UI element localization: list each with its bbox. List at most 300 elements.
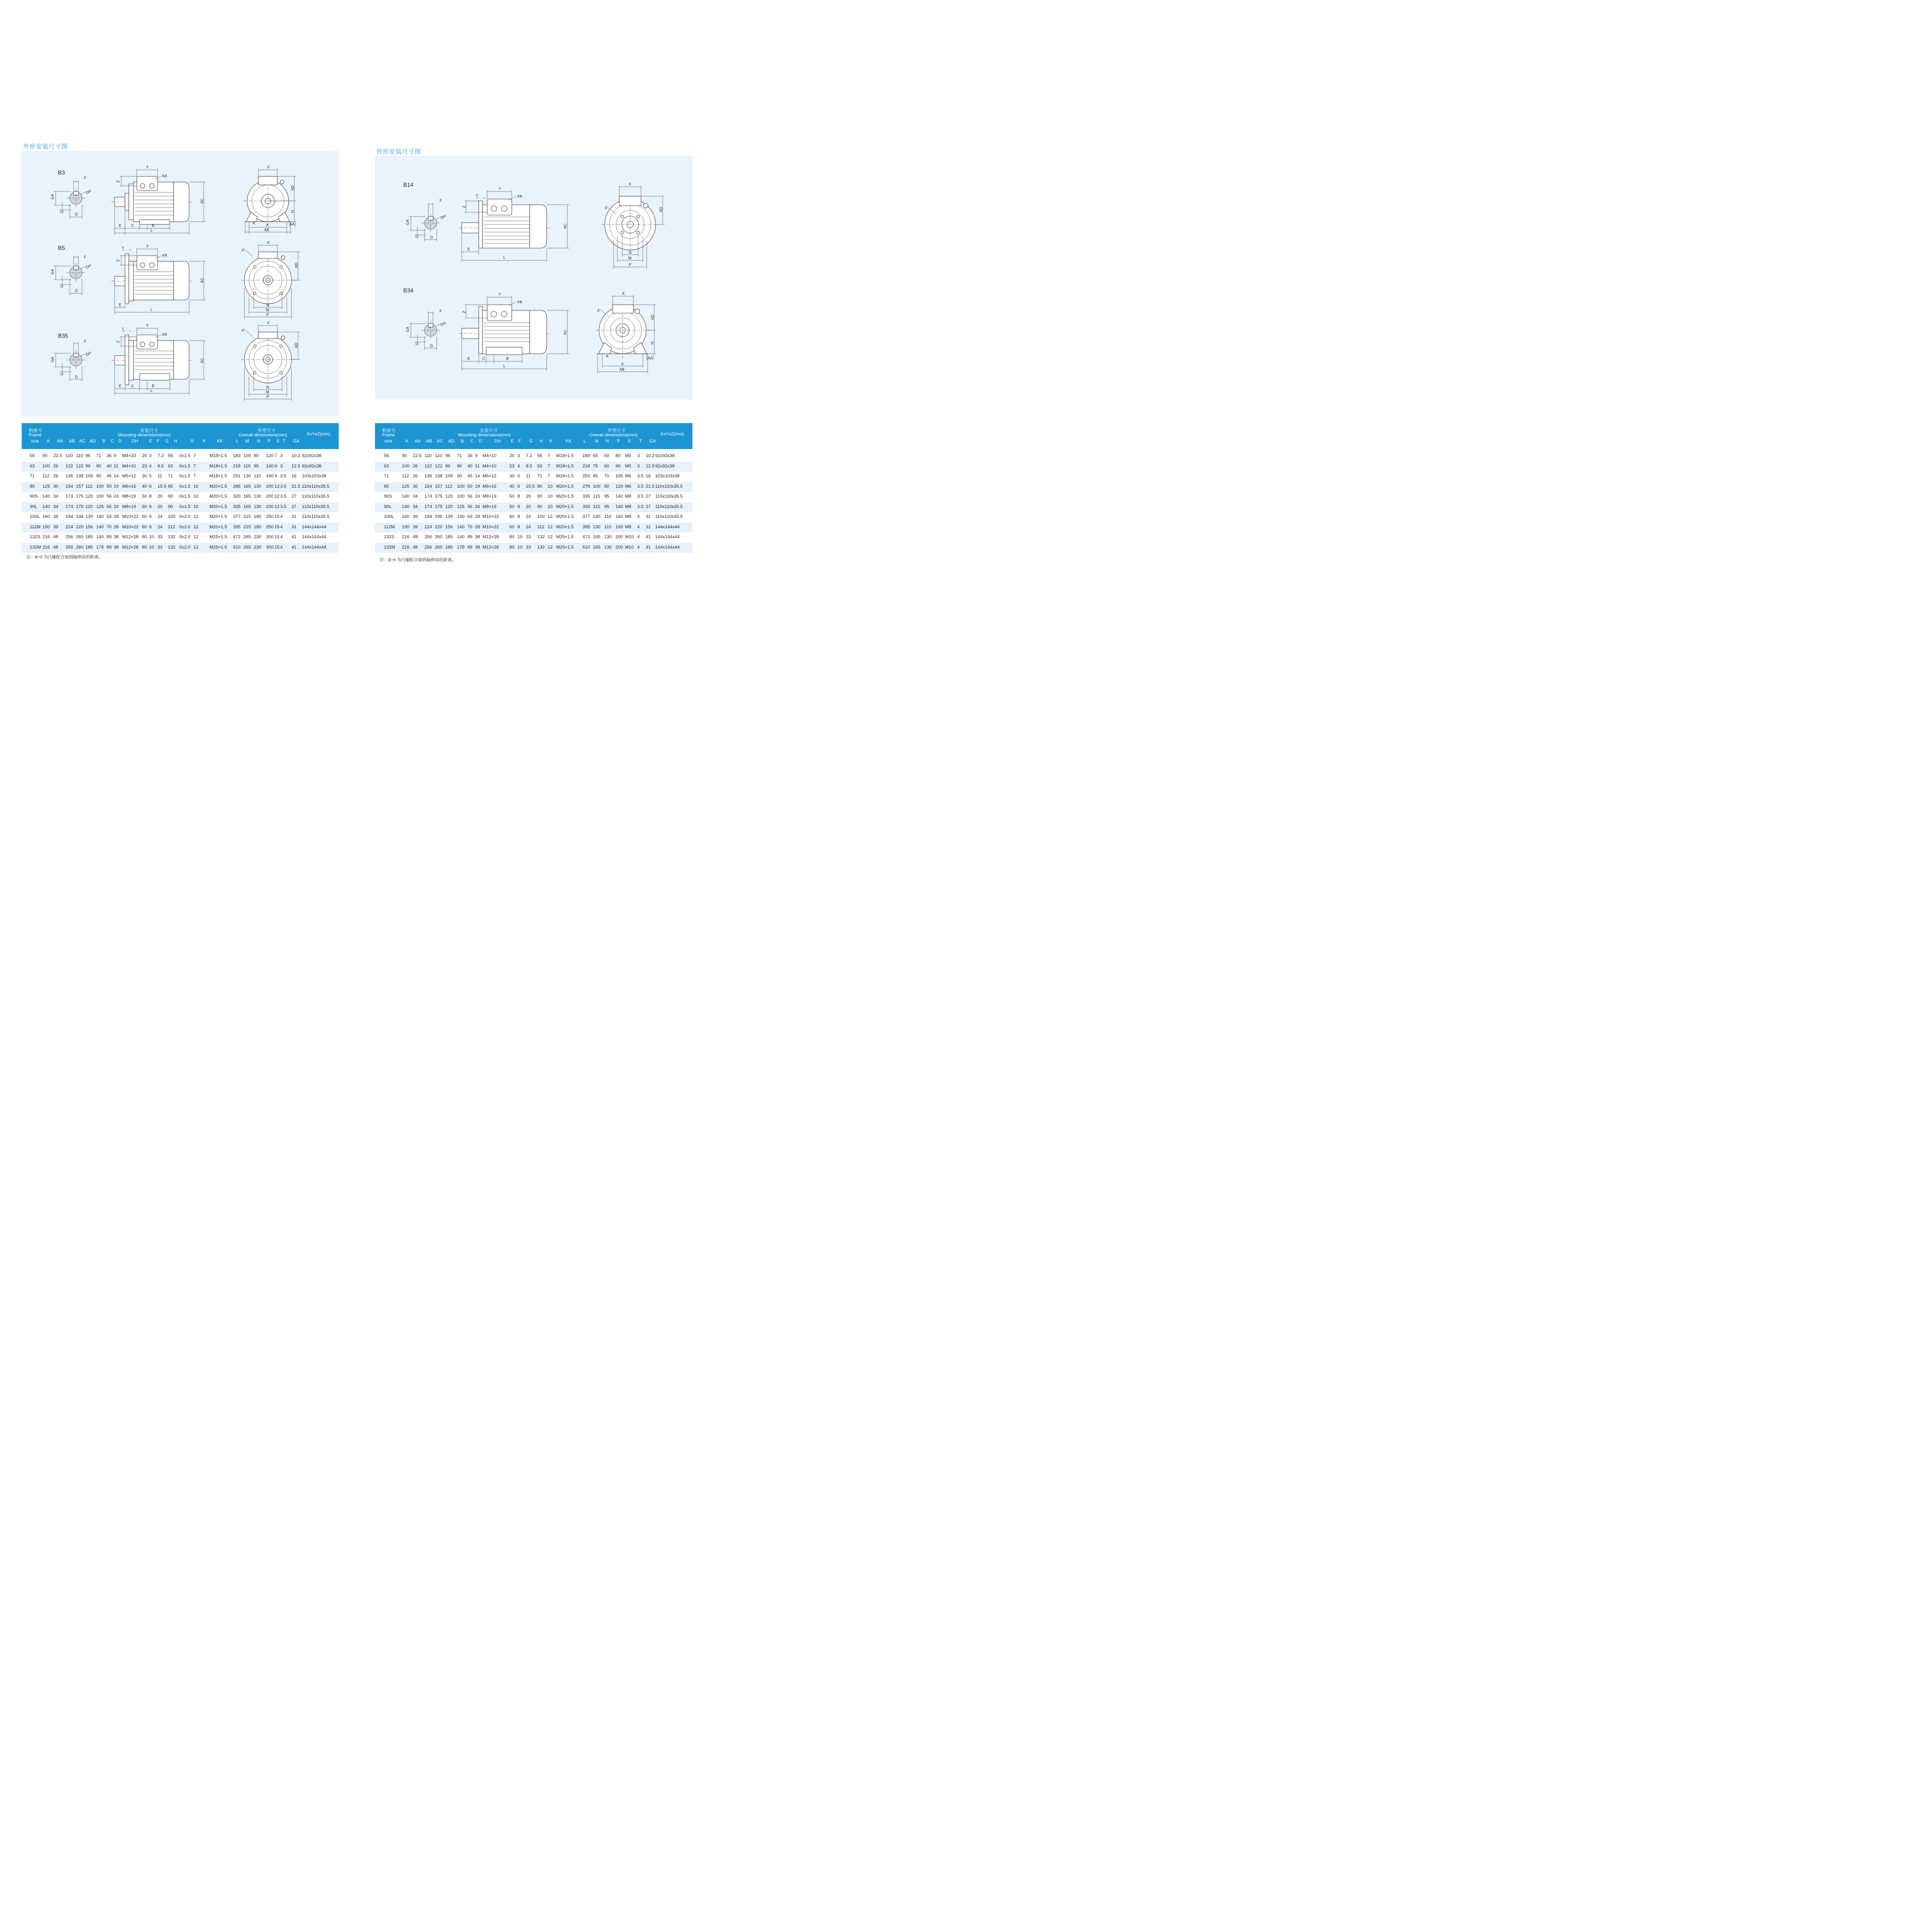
- dim-g: G: [60, 284, 64, 288]
- table-cell: 4: [280, 544, 283, 550]
- table-cell: 8.5: [526, 463, 533, 469]
- table-cell: 7: [193, 453, 196, 458]
- table-cell: 112: [537, 524, 545, 530]
- table-cell: 0±1.5: [179, 463, 191, 469]
- dim-k: K: [253, 221, 256, 225]
- table-cell: 216: [42, 544, 50, 550]
- table-cell: 40: [142, 483, 147, 489]
- table-cell: 4: [637, 544, 640, 550]
- table-cell: 12.5: [646, 463, 655, 469]
- view-label: B14: [403, 182, 414, 188]
- column-header: DH: [494, 439, 501, 444]
- table-cell: 71: [168, 474, 173, 479]
- cell-frame-size: 132M: [384, 544, 395, 550]
- dim-aa: AA: [648, 356, 653, 360]
- table-cell: 510: [233, 544, 241, 550]
- table-cell: 3.5: [637, 494, 644, 499]
- table-cell: 216: [42, 534, 50, 540]
- dim-c: C: [483, 357, 485, 361]
- table-cell: 335: [583, 494, 590, 499]
- table-cell: 110: [254, 474, 261, 479]
- dim-dh: DH: [440, 321, 447, 327]
- dim-ad: AD: [291, 185, 295, 191]
- table-cell: 377: [583, 514, 590, 519]
- column-header: AB: [69, 439, 75, 444]
- dim-l: L: [503, 364, 506, 368]
- table-cell: 160: [402, 514, 409, 519]
- table-cell: 80: [604, 483, 609, 489]
- dim-ac: AC: [200, 358, 204, 363]
- cell-frame-size: 90S: [30, 494, 38, 499]
- table-cell: 0±1.5: [179, 504, 191, 509]
- header-overall-cn: 外型尺寸: [258, 428, 276, 433]
- dim-l: L: [150, 389, 153, 393]
- table-cell: 8: [517, 504, 520, 509]
- table-cell: 132: [168, 534, 175, 540]
- table-cell: 100: [457, 494, 465, 499]
- dim-c: C: [131, 384, 134, 388]
- terminal-box: [258, 176, 277, 185]
- header-frame-cn: 机座号: [29, 428, 42, 433]
- table-cell: M6: [625, 474, 632, 479]
- table-cell: 100: [593, 483, 600, 489]
- table-cell: 56: [537, 453, 542, 458]
- table-cell: 28: [114, 524, 119, 530]
- header-overall-cn: 外型尺寸: [608, 428, 626, 433]
- table-cell: 120: [616, 483, 623, 489]
- dim-g: G: [415, 235, 419, 238]
- table-cell: 157: [435, 483, 442, 489]
- table-cell: 3.5: [280, 494, 287, 499]
- table-cell: 7: [275, 453, 277, 458]
- column-header: C: [111, 439, 114, 444]
- table-cell: 136: [425, 474, 432, 479]
- view-b3: [50, 165, 296, 235]
- table-cell: M6×16: [483, 483, 497, 489]
- column-header: KK: [566, 439, 572, 444]
- column-header: AB: [426, 439, 432, 444]
- table-cell: 8: [149, 504, 152, 509]
- column-header: L: [583, 439, 586, 444]
- column-header: AA: [415, 439, 421, 444]
- table-row: [22, 482, 339, 492]
- table-cell: 112: [42, 474, 50, 479]
- table-cell: 56: [467, 494, 473, 499]
- table-cell: 10.2: [646, 453, 655, 458]
- table-row: [22, 502, 339, 513]
- section-title: 外形安装尺寸图: [376, 148, 421, 155]
- table-cell: 250: [266, 514, 274, 519]
- table-cell: M18×1.5: [209, 453, 227, 458]
- table-cell: 125: [96, 504, 104, 509]
- dim-m: M: [628, 256, 632, 260]
- dim-a: A: [621, 362, 624, 366]
- table-row: [375, 512, 692, 523]
- table-cell: M10×22: [483, 514, 499, 519]
- table-cell: 103x103x38: [302, 474, 326, 479]
- table-cell: 75: [593, 463, 598, 469]
- dim-a: A: [266, 223, 269, 227]
- table-cell: M10×22: [483, 524, 499, 530]
- table-cell: 96: [445, 453, 450, 458]
- table-cell: 110: [435, 453, 442, 458]
- flange: [125, 254, 129, 304]
- table-cell: 138: [76, 474, 83, 479]
- dim-z: Z: [116, 259, 120, 262]
- dim-d: D: [75, 375, 78, 379]
- table-cell: 12: [548, 544, 553, 550]
- table-cell: 3: [149, 453, 152, 458]
- table-cell: 165: [243, 494, 251, 499]
- table-cell: 125: [402, 483, 409, 489]
- table-cell: 9: [475, 453, 478, 458]
- table-cell: 30: [142, 474, 147, 479]
- table-cell: 200: [616, 534, 623, 540]
- header-frame-en: Frame: [29, 433, 42, 438]
- table-row: [375, 533, 692, 543]
- cell-frame-size: 132S: [30, 534, 41, 540]
- dim-s: S: [240, 328, 245, 333]
- dim-e: E: [119, 384, 122, 388]
- table-row: [375, 482, 692, 492]
- table-cell: 24: [158, 514, 163, 519]
- cell-frame-size: 90S: [384, 494, 392, 499]
- table-cell: 28: [114, 514, 119, 519]
- table-cell: 196: [76, 514, 83, 519]
- table-cell: 6: [517, 483, 520, 489]
- table-cell: 12: [275, 504, 280, 509]
- table-cell: 220: [435, 524, 442, 530]
- dimension-drawings-svg: [375, 156, 692, 400]
- table-cell: 115: [243, 463, 251, 469]
- table-cell: M25×1.5: [556, 544, 574, 550]
- table-cell: 40: [467, 463, 473, 469]
- table-row: [22, 523, 339, 533]
- front-view-b5: [241, 241, 300, 319]
- table-cell: 200: [266, 483, 274, 489]
- table-header: [22, 423, 339, 449]
- table-cell: 112: [85, 483, 93, 489]
- cell-frame-size: 63: [30, 463, 35, 469]
- table-cell: 165: [243, 504, 251, 509]
- table-cell: 15: [275, 514, 280, 519]
- header-mount-cn: 安装尺寸: [140, 428, 158, 433]
- column-header: T: [283, 439, 285, 444]
- table-cell: 100: [96, 494, 104, 499]
- table-cell: M10: [625, 534, 634, 540]
- table-cell: 41: [646, 534, 651, 540]
- table-cell: 95: [254, 463, 259, 469]
- table-cell: 24: [475, 494, 480, 499]
- table-cell: 80: [509, 544, 515, 550]
- shaft-section-b14: [406, 199, 447, 242]
- dim-ac: AC: [563, 223, 567, 229]
- table-cell: 160: [42, 514, 50, 519]
- table-cell: 10: [149, 534, 154, 540]
- shaft-section-b35: [50, 339, 92, 381]
- table-cell: 110: [425, 453, 432, 458]
- dim-e: E: [119, 303, 122, 307]
- table-cell: 71: [537, 474, 542, 479]
- table-cell: M20×1.5: [209, 514, 227, 519]
- table-cell: 250: [266, 524, 274, 530]
- table-cell: 12: [275, 483, 280, 489]
- cell-frame-size: 112M: [384, 524, 395, 530]
- dim-s: S: [240, 248, 245, 253]
- table-cell: 174: [66, 494, 73, 499]
- table-cell: 154: [425, 483, 432, 489]
- table-cell: 178: [457, 544, 465, 550]
- table-cell: 10.2: [291, 453, 300, 458]
- table-cell: 80: [457, 463, 462, 469]
- table-cell: M4×10: [483, 463, 497, 469]
- table-cell: 90: [616, 463, 621, 469]
- table-cell: 10: [193, 494, 199, 499]
- table-cell: 10: [517, 534, 523, 540]
- table-cell: 12: [275, 494, 280, 499]
- table-cell: 3: [637, 453, 640, 458]
- table-cell: 200: [266, 504, 274, 509]
- table-cell: 472: [583, 534, 590, 540]
- table-cell: 218: [583, 463, 590, 469]
- table-cell: 335: [233, 504, 241, 509]
- table-cell: M20×1.5: [209, 524, 227, 530]
- table-cell: 39: [413, 514, 418, 519]
- table-cell: 99: [445, 463, 450, 469]
- table-cell: 48: [413, 544, 418, 550]
- dim-x: X: [622, 291, 625, 296]
- table-cell: M8×19: [483, 494, 497, 499]
- table-cell: 185: [85, 544, 93, 550]
- table-cell: 265: [243, 534, 251, 540]
- table-cell: 130: [604, 534, 612, 540]
- table-cell: 0±1.5: [179, 494, 191, 499]
- table-cell: 218: [233, 463, 241, 469]
- column-header: R: [191, 439, 194, 444]
- table-cell: 122: [76, 463, 83, 469]
- table-cell: 10: [517, 544, 523, 550]
- table-cell: 7.2: [526, 453, 533, 458]
- dim-f: F: [84, 255, 86, 259]
- table-cell: 24: [114, 494, 119, 499]
- table-cell: 39: [413, 524, 418, 530]
- table-cell: 31: [646, 524, 651, 530]
- table-cell: M5: [625, 453, 632, 458]
- table-cell: 8: [517, 514, 520, 519]
- left-page: [22, 0, 339, 729]
- table-cell: 138: [435, 474, 442, 479]
- table-cell: 92x92x38: [655, 453, 675, 458]
- table-cell: 7: [193, 474, 196, 479]
- column-header: G: [165, 439, 169, 444]
- table-cell: 4: [149, 463, 152, 469]
- table-cell: 130: [243, 474, 251, 479]
- cell-frame-size: 71: [30, 474, 35, 479]
- column-header: K: [203, 439, 206, 444]
- table-cell: 20: [526, 494, 531, 499]
- table-cell: 110x110x35.5: [655, 494, 683, 499]
- table-cell: 0±2.0: [179, 544, 191, 550]
- table-cell: M5×12: [122, 474, 136, 479]
- table-cell: M18×1.5: [209, 463, 227, 469]
- table-cell: 10: [548, 483, 553, 489]
- table-cell: 230: [254, 544, 261, 550]
- table-cell: M20×1.5: [209, 494, 227, 499]
- table-cell: 3.5: [637, 483, 644, 489]
- table-cell: 260: [76, 534, 83, 540]
- column-header: AD: [448, 439, 455, 444]
- table-cell: 157: [76, 483, 83, 489]
- table-cell: 112: [402, 474, 409, 479]
- dim-ga: GA: [406, 219, 410, 225]
- table-cell: 178: [96, 544, 104, 550]
- table-cell: 33: [158, 544, 163, 550]
- dim-dh: DH: [85, 189, 92, 195]
- table-cell: 20: [509, 453, 515, 458]
- table-cell: 33: [158, 534, 163, 540]
- header-mount-en: Mounting dimensions(mm): [118, 433, 171, 438]
- table-cell: 110x110x35.5: [302, 514, 330, 519]
- table-cell: 110x110x35.5: [302, 483, 330, 489]
- table-cell: 110: [604, 514, 612, 519]
- table-cell: 194: [66, 514, 73, 519]
- table-cell: 194: [425, 514, 432, 519]
- table-cell: 89: [467, 534, 473, 540]
- table-cell: 110x110x35.5: [655, 514, 683, 519]
- table-cell: 265: [243, 544, 251, 550]
- front-view-b34: [596, 291, 656, 374]
- table-cell: M8: [625, 494, 632, 499]
- header-frame-size: size: [31, 439, 39, 444]
- header-pack: XxYxZ(mm): [307, 432, 331, 437]
- table-row: [22, 512, 339, 523]
- column-header: GA: [293, 439, 300, 444]
- header-frame-cn: 机座号: [382, 428, 396, 433]
- cell-frame-size: 63: [384, 463, 389, 469]
- table-cell: 80: [616, 453, 621, 458]
- table-cell: 109: [85, 474, 93, 479]
- side-view-b35: [111, 324, 206, 395]
- dim-d: D: [75, 289, 78, 293]
- table-cell: M8: [625, 504, 632, 509]
- table-cell: 31: [291, 514, 297, 519]
- dim-l: L: [150, 228, 153, 233]
- column-header: GA: [650, 439, 656, 444]
- table-cell: 60: [142, 514, 147, 519]
- table-cell: 100: [96, 483, 104, 489]
- table-cell: 27: [646, 504, 651, 509]
- column-header: AC: [79, 439, 86, 444]
- table-cell: 36: [467, 453, 473, 458]
- table-cell: 50: [467, 483, 473, 489]
- dim-ga: GA: [50, 194, 55, 200]
- dim-y: Y: [146, 324, 149, 328]
- table-cell: 70: [604, 474, 609, 479]
- table-cell: 65: [593, 453, 598, 458]
- table-cell: 38: [475, 544, 480, 550]
- table-cell: 7: [548, 463, 550, 469]
- table-row: [375, 472, 692, 482]
- dim-d: D: [430, 235, 433, 240]
- table-cell: M25×1.5: [556, 534, 574, 540]
- table-cell: 19: [475, 483, 480, 489]
- table-cell: 90: [168, 504, 173, 509]
- dim-y: Y: [499, 187, 501, 191]
- dim-y: Y: [146, 165, 149, 169]
- table-cell: 5: [149, 474, 152, 479]
- table-cell: 130: [593, 524, 600, 530]
- table-row: [22, 472, 339, 482]
- table-cell: 26: [53, 474, 58, 479]
- table-row: [375, 543, 692, 553]
- table-cell: 140: [42, 504, 50, 509]
- column-header: E: [149, 439, 152, 444]
- table-cell: M20×1.5: [556, 524, 574, 530]
- table-cell: 9: [275, 474, 277, 479]
- table-cell: 175: [76, 494, 83, 499]
- dim-kk: KK: [162, 333, 167, 337]
- table-cell: 100: [457, 483, 465, 489]
- table-cell: 21.5: [646, 483, 655, 489]
- table-cell: M25×1.5: [209, 534, 227, 540]
- dimension-table: [375, 423, 692, 553]
- table-cell: 15: [275, 524, 280, 530]
- dim-x: X: [267, 165, 270, 169]
- table-cell: 3: [280, 453, 283, 458]
- table-cell: 140: [616, 494, 623, 499]
- dim-ad: AD: [659, 207, 663, 212]
- table-cell: 115: [593, 494, 600, 499]
- column-header: H: [540, 439, 543, 444]
- table-cell: 15.5: [158, 483, 167, 489]
- table-cell: 48: [413, 534, 418, 540]
- table-cell: 140: [402, 494, 409, 499]
- view-label: B3: [58, 169, 65, 176]
- table-cell: 12: [193, 534, 199, 540]
- table-cell: 105: [616, 474, 623, 479]
- column-header: P: [267, 439, 271, 444]
- table-cell: 71: [96, 453, 101, 458]
- table-cell: 278: [583, 483, 590, 489]
- feet: [140, 220, 170, 225]
- table-cell: 56: [168, 453, 173, 458]
- table-cell: 130: [254, 494, 261, 499]
- header-pack: XxYxZ(mm): [660, 432, 684, 437]
- table-cell: 15: [275, 544, 280, 550]
- cell-frame-size: 132S: [384, 534, 395, 540]
- table-cell: 70: [467, 524, 473, 530]
- table-cell: 9: [275, 463, 277, 469]
- table-cell: 27: [291, 504, 297, 509]
- dim-e: E: [467, 357, 470, 361]
- table-cell: 216: [402, 534, 409, 540]
- table-cell: 60: [509, 514, 515, 519]
- dim-n: N: [629, 250, 632, 255]
- cell-frame-size: 90L: [30, 504, 37, 509]
- table-cell: 132: [537, 544, 545, 550]
- dimension-table: [22, 423, 339, 553]
- dim-s: S: [603, 205, 608, 210]
- table-cell: 165: [593, 534, 600, 540]
- table-cell: 12: [548, 524, 553, 530]
- table-cell: M8×19: [483, 504, 497, 509]
- header-mount-cn: 安装尺寸: [480, 428, 498, 433]
- table-cell: M20×1.5: [556, 514, 574, 519]
- cell-frame-size: 71: [384, 474, 389, 479]
- cell-frame-size: 56: [384, 453, 389, 458]
- table-cell: 28: [475, 514, 480, 519]
- table-cell: 100: [402, 463, 409, 469]
